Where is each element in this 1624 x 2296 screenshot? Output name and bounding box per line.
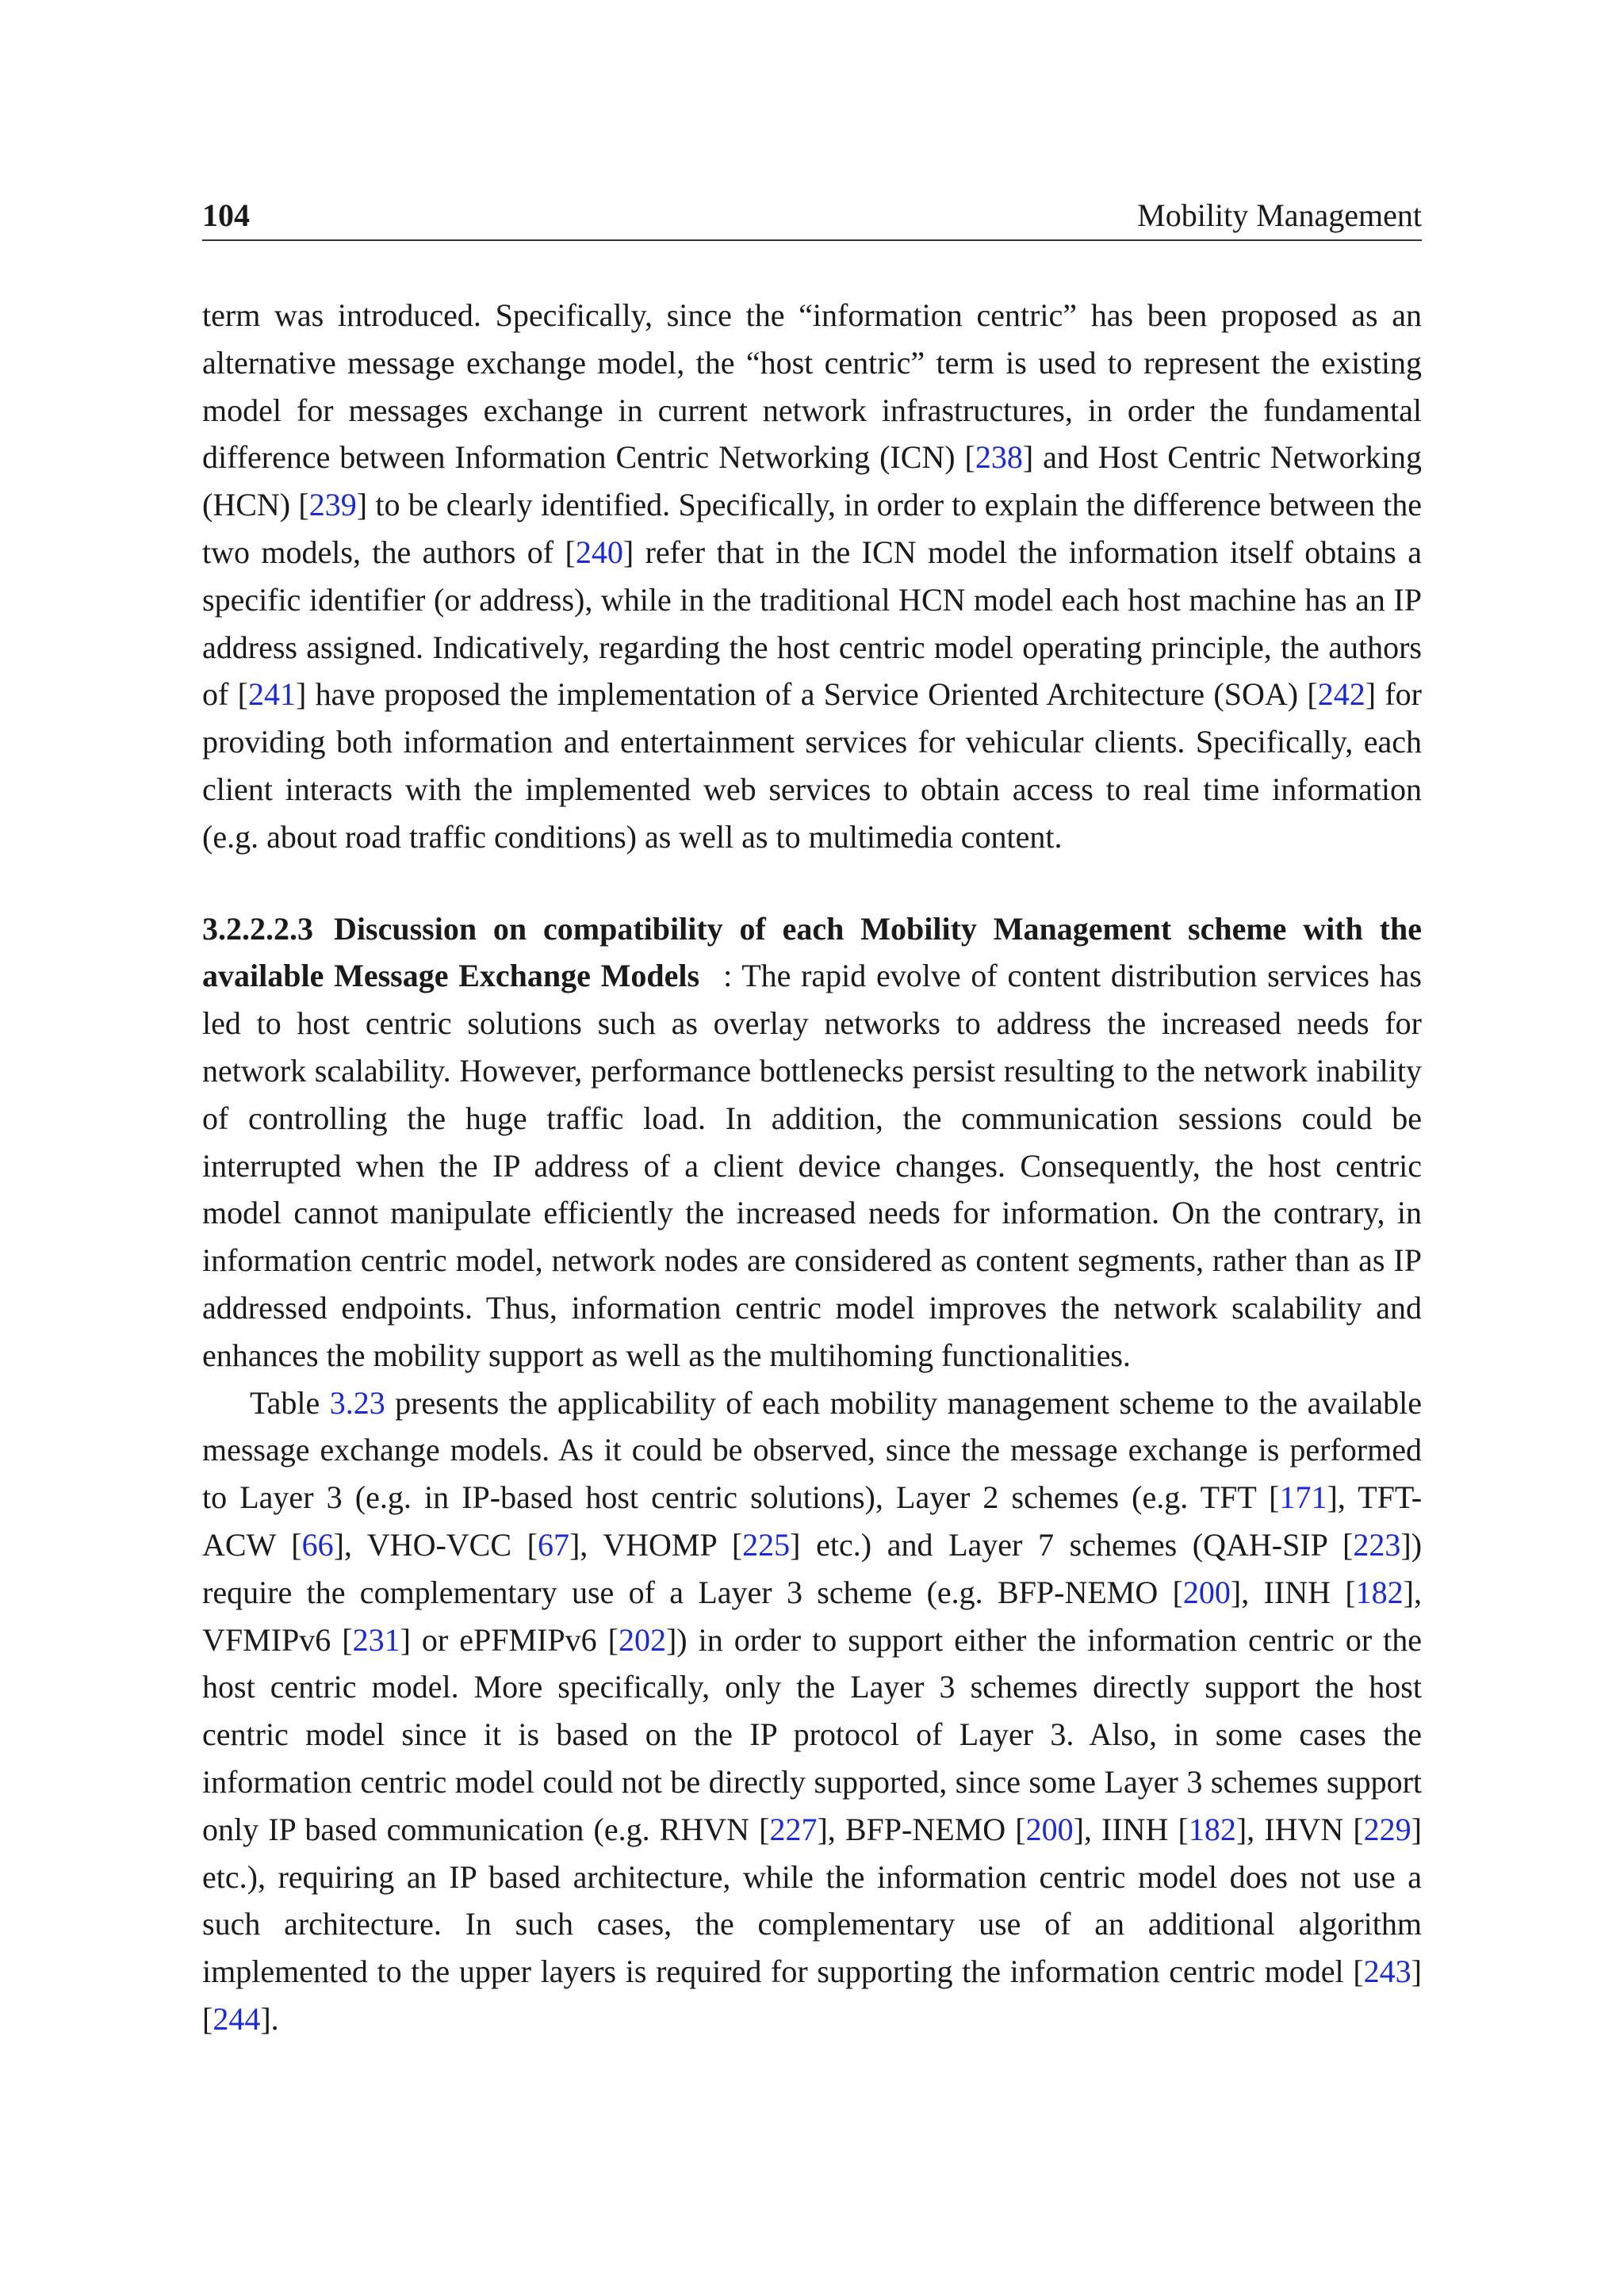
page-number: 104 — [202, 197, 250, 233]
citation-link[interactable]: 239 — [308, 487, 357, 523]
citation-link[interactable]: 223 — [1353, 1526, 1401, 1563]
paragraph-table-discussion — [202, 1380, 1422, 2043]
text: ], BFP-NEMO [ — [817, 1811, 1026, 1847]
text: ], IINH [ — [1230, 1574, 1356, 1610]
text: ], IHVN [ — [1235, 1811, 1364, 1847]
citation-link[interactable]: 244 — [213, 2000, 261, 2037]
text: ], TFT-ACW [ — [202, 1479, 1423, 1563]
section-title: Discussion on compatibility of each Mobility Management scheme with the available Message Exchange Models — [202, 910, 1422, 994]
text: ]) require the complementary use of a Layer 3 scheme (e.g. BFP-NEMO [ — [202, 1526, 1423, 1610]
chapter-title: Mobility Management — [1137, 197, 1422, 233]
text: ]) in order to support either the information centric or the host centric model. More specifically, only the Layer 3 schemes directly support the host centric model since it is based on the IP protocol of Layer 3. Also, in some cases the information centric model could not be directly supported, since some Layer 3 schemes support only IP based communication (e.g. RHVN [ — [202, 1621, 1423, 1847]
citation-link[interactable]: 225 — [742, 1526, 791, 1563]
page-body — [202, 292, 1422, 2043]
citation-link[interactable]: 241 — [247, 676, 296, 713]
citation-link[interactable]: 202 — [618, 1621, 666, 1658]
table-link[interactable]: 3.23 — [329, 1384, 385, 1421]
text: Table — [250, 1384, 330, 1421]
citation-link[interactable]: 67 — [537, 1526, 569, 1563]
section-number: 3.2.2.2.3 — [202, 910, 313, 947]
text: ] refer that in the ICN model the information itself obtains a specific identifier (or address), while in the traditional HCN model each host machine has an IP address assigned. Indicatively, regarding the host centric model operating principle, the authors of [ — [202, 534, 1422, 713]
citation-link[interactable]: 242 — [1317, 676, 1365, 713]
text: ] to be clearly identified. Specifically, in order to explain the difference between the two models, the authors of [ — [202, 487, 1422, 570]
text: ], VHOMP [ — [569, 1526, 743, 1563]
paragraph-host-centric — [202, 292, 1422, 861]
text: ] have proposed the implementation of a Service Oriented Architecture (SOA) [ — [295, 676, 1318, 713]
running-header — [202, 195, 1422, 241]
citation-link[interactable]: 227 — [769, 1811, 818, 1847]
text: ], IINH [ — [1073, 1811, 1189, 1847]
text: ] and Host Centric Networking (HCN) [ — [202, 439, 1423, 523]
text: ] for providing both information and entertainment services for vehicular clients. Specifically, each client interacts with the implemented web services to obtain access to real time information (e.g. about road traffic conditions) as well as to multimedia content. — [202, 676, 1423, 855]
text: ] etc.), requiring an IP based architecture, while the information centric model does not use a such architecture. In such cases, the complementary use of an additional algorithm implemented to the upper layers is required for supporting the information centric model [ — [202, 1811, 1422, 1990]
text: ], VHO-VCC [ — [333, 1526, 538, 1563]
citation-link[interactable]: 238 — [975, 439, 1023, 476]
text: term was introduced. Specifically, since the “information centric” has been proposed as an alternative message exchange model, the “host centric” term is used to represent the existing model for messages exchange in current network infrastructures, in order the fundamental difference between Information Centric Networking (ICN) [ — [202, 297, 1422, 476]
citation-link[interactable]: 200 — [1025, 1811, 1074, 1847]
text: ] etc.) and Layer 7 schemes (QAH-SIP [ — [790, 1526, 1354, 1563]
citation-link[interactable]: 200 — [1182, 1574, 1231, 1610]
section-paragraph — [202, 905, 1422, 1380]
citation-link[interactable]: 182 — [1188, 1811, 1236, 1847]
text: ] or ePFMIPv6 [ — [400, 1621, 619, 1658]
citation-link[interactable]: 231 — [352, 1621, 400, 1658]
citation-link[interactable]: 66 — [301, 1526, 334, 1563]
text: ], VFMIPv6 [ — [202, 1574, 1422, 1658]
citation-link[interactable]: 240 — [575, 534, 623, 570]
section-text: : The rapid evolve of content distribution services has led to host centric solutions such as overlay networks to address the increased needs for network scalability. However, performance bottlenecks persist resulting to the network inability of controlling the huge traffic load. In addition, the communication sessions could be interrupted when the IP address of a client device changes. Consequently, the host centric model cannot manipulate efficiently the increased needs for information. On the contrary, in information centric model, network nodes are considered as content segments, rather than as IP addressed endpoints. Thus, information centric model improves the network scalability and enhances the mobility support as well as the multihoming functionalities. — [202, 958, 1422, 1373]
text: ]. — [260, 2000, 279, 2037]
text: ][ — [202, 1954, 1422, 2037]
citation-link[interactable]: 243 — [1363, 1954, 1411, 1990]
citation-link[interactable]: 229 — [1363, 1811, 1411, 1847]
text: presents the applicability of each mobility management scheme to the available message exchange models. As it could be observed, since the message exchange is performed to Layer 3 (e.g. in IP-based host centric solutions), Layer 2 schemes (e.g. TFT [ — [202, 1384, 1422, 1516]
citation-link[interactable]: 182 — [1355, 1574, 1404, 1610]
citation-link[interactable]: 171 — [1279, 1479, 1327, 1516]
